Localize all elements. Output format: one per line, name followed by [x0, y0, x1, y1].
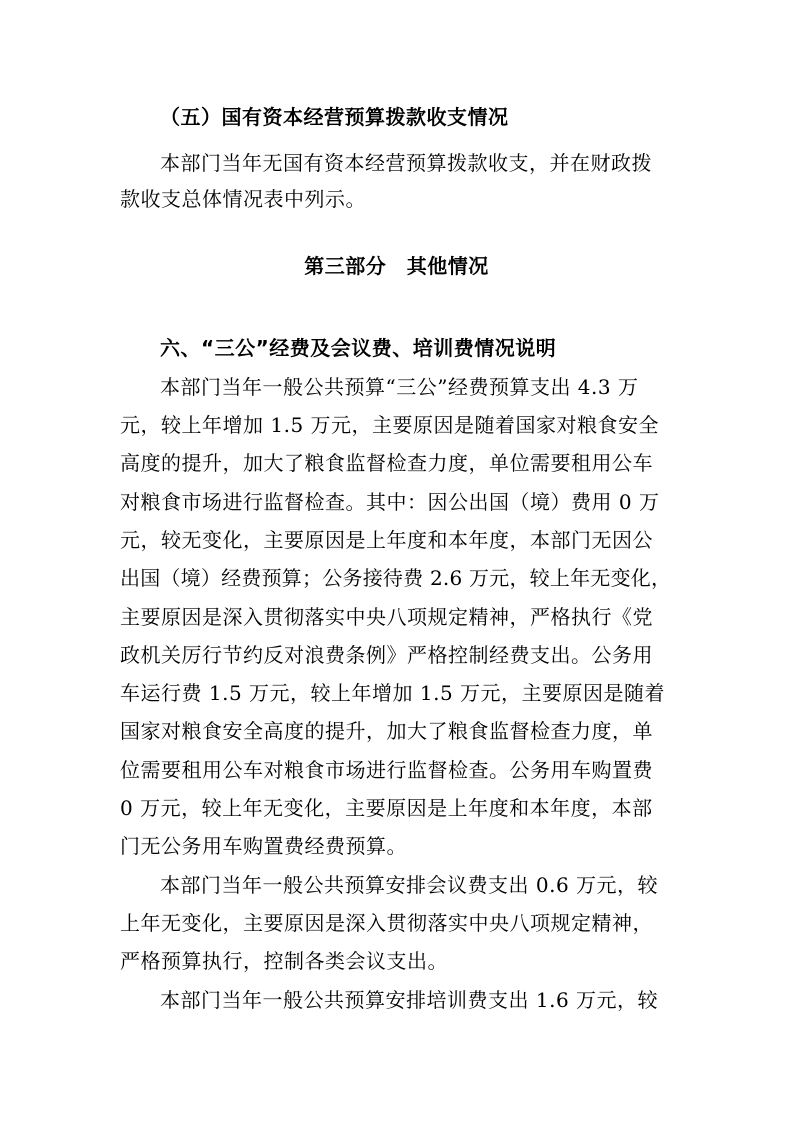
para2-line-3: 严格预算执行，控制各类会议支出。	[120, 949, 448, 973]
para2-line-1: 本部门当年一般公共预算安排会议费支出 0.6 万元，较	[160, 873, 659, 897]
section5-line-2: 款收支总体情况表中列示。	[120, 187, 366, 211]
para1-line-13: 门无公务用车购置费经费预算。	[120, 834, 407, 858]
para1-line-12: 0 万元，较上年无变化，主要原因是上年度和本年度，本部	[120, 796, 653, 820]
para1-line-2: 元，较上年增加 1.5 万元，主要原因是随着国家对粮食安全	[120, 413, 660, 437]
para1-line-7: 主要原因是深入贯彻落实中央八项规定精神，严格执行《党	[120, 605, 653, 629]
para1-line-3: 高度的提升，加大了粮食监督检查力度，单位需要租用公车	[120, 451, 653, 475]
para1-line-10: 国家对粮食安全高度的提升，加大了粮食监督检查力度，单	[120, 719, 653, 743]
para1-line-11: 位需要租用公车对粮食市场进行监督检查。公务用车购置费	[120, 758, 653, 782]
section6-heading: 六、“三公”经费及会议费、培训费情况说明	[160, 336, 557, 360]
para1-line-4: 对粮食市场进行监督检查。其中：因公出国（境）费用 0 万	[120, 490, 660, 514]
section5-heading: （五）国有资本经营预算拨款收支情况	[160, 105, 509, 129]
para1-line-5: 元，较无变化，主要原因是上年度和本年度，本部门无因公	[120, 528, 653, 552]
para1-line-8: 政机关厉行节约反对浪费条例》严格控制经费支出。公务用	[120, 643, 653, 667]
para3-line-1: 本部门当年一般公共预算安排培训费支出 1.6 万元，较	[160, 988, 659, 1012]
para2-line-2: 上年无变化，主要原因是深入贯彻落实中央八项规定精神，	[120, 911, 653, 935]
para1-line-9: 车运行费 1.5 万元，较上年增加 1.5 万元，主要原因是随着	[120, 681, 666, 705]
part3-title: 第三部分 其他情况	[304, 254, 489, 278]
para1-line-1: 本部门当年一般公共预算“三公”经费预算支出 4.3 万	[160, 375, 639, 399]
section5-line-1: 本部门当年无国有资本经营预算拨款收支，并在财政拨	[160, 151, 652, 175]
para1-line-6: 出国（境）经费预算；公务接待费 2.6 万元，较上年无变化，	[120, 566, 672, 590]
